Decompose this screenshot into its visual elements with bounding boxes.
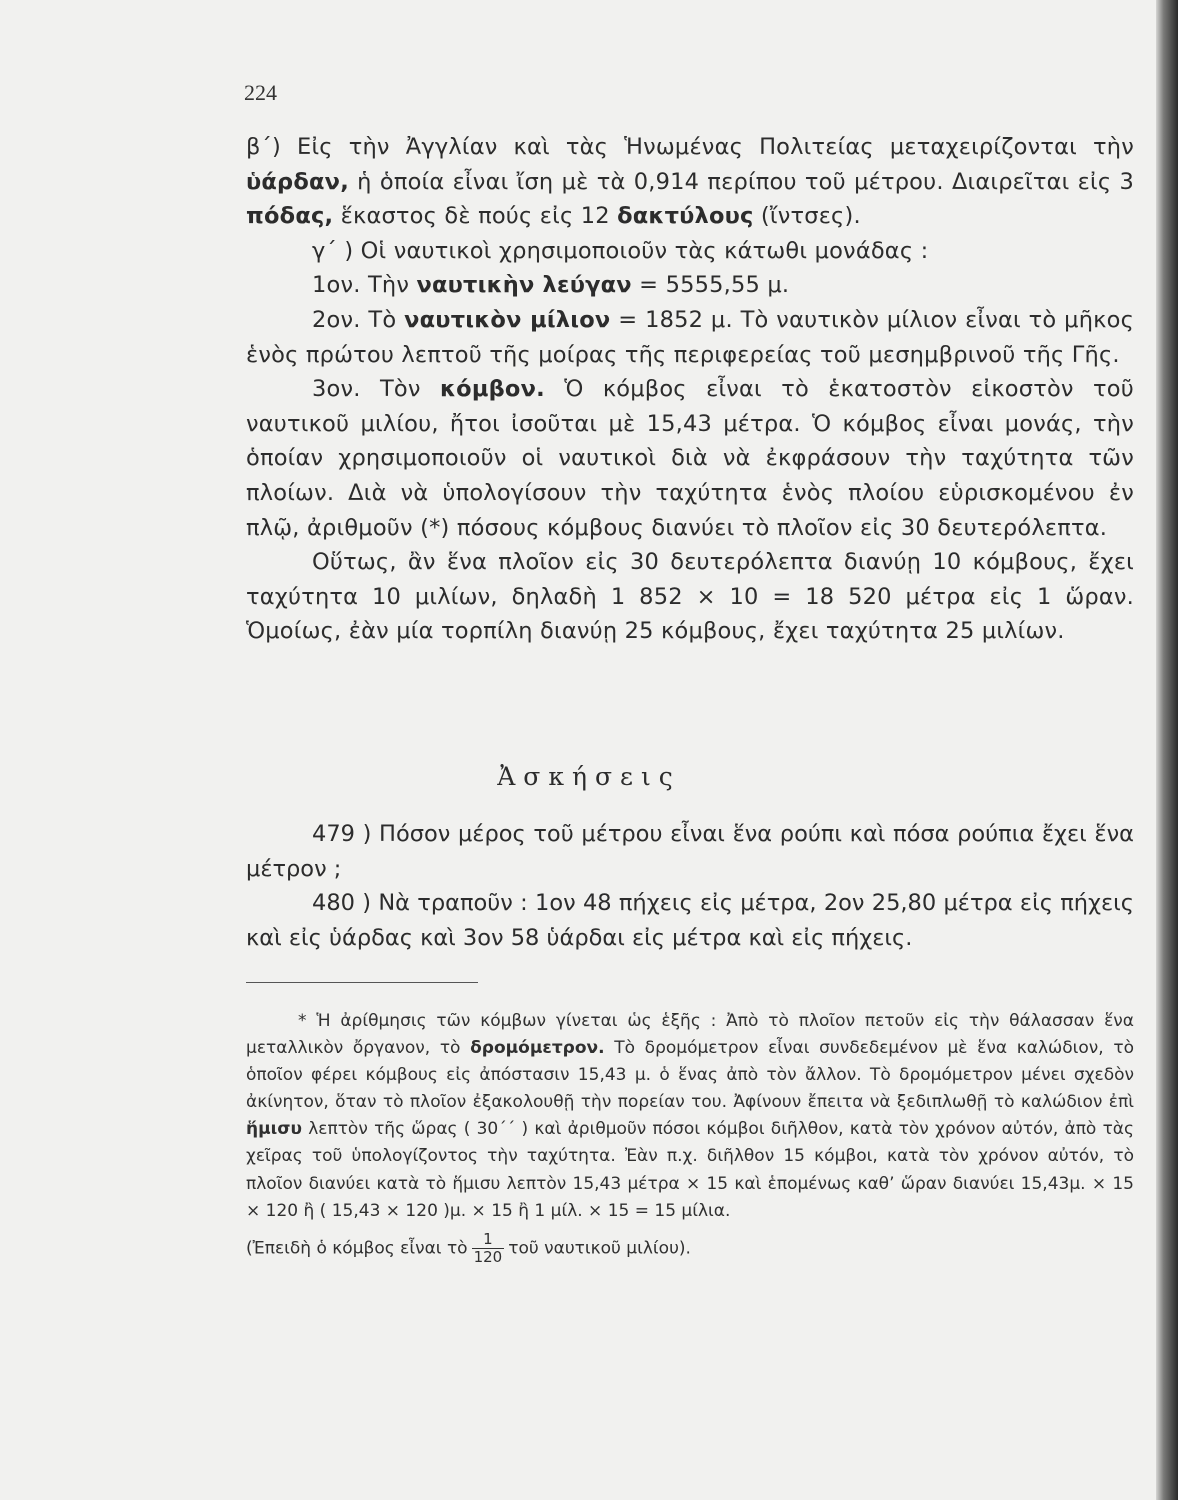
page-edge-shadow <box>1156 0 1178 1500</box>
text-run: ἡ ὁποία εἶναι ἴση μὲ τὰ 0,914 περίπου τοῦ μέτρου. Διαιρεῖται εἰς 3 <box>348 168 1134 195</box>
exercise-480: 480 ) Νὰ τραποῦν : 1ον 48 πήχεις εἰς μέτρα, 2ον 25,80 μέτρα εἰς πήχεις καὶ εἰς ὑάρδας καὶ 3ον 58 ὑάρδαι εἰς μέτρα καὶ εἰς πήχεις. <box>246 890 1134 951</box>
text-run: = 1852 μ. Τὸ ναυτικὸν μίλιον εἶναι τὸ μῆκος ἑνὸς πρώτου λεπτοῦ τῆς μοίρας τῆς περιφερείας τοῦ μεσημβρινοῦ τῆς Γῆς. <box>246 306 1134 368</box>
paragraph-knot <box>246 372 1134 545</box>
text-run: 2ον. Τὸ <box>312 306 405 333</box>
fraction-one-120 <box>472 1231 505 1266</box>
keyword-knot: κόμβον. <box>440 376 545 403</box>
text-run: 1ον. Τὴν <box>312 272 417 299</box>
paragraph-beta <box>246 130 1134 234</box>
keyword-yard: ὑάρδαν, <box>246 168 349 195</box>
text-run: = 5555,55 μ. <box>631 272 790 299</box>
page-number: 224 <box>244 80 277 105</box>
paragraph-example: Οὕτως, ἂν ἕνα πλοῖον εἰς 30 δευτερόλεπτα διανύῃ 10 κόμβους, ἔχει ταχύτητα 10 μιλίων, δηλαδὴ 1 852 × 10 = 18 520 μέτρα εἰς 1 ὥραν. Ὁμοίως, ἐὰν μία τορπίλη διανύῃ 25 κόμβους, ἔχει ταχύτητα 25 μιλίων. <box>246 549 1134 645</box>
keyword-half: ἥμισυ <box>246 1119 302 1140</box>
text-run: β΄) Εἰς τὴν Ἀγγλίαν καὶ τὰς Ἡνωμένας Πολιτείας μεταχειρίζονται τὴν <box>246 134 1134 160</box>
text-run: * Ἡ ἀρίθμησις τῶν κόμβων γίνεται ὡς ἑξῆς : Ἀπὸ τὸ πλοῖον πετοῦν εἰς τὴν θάλασσαν ἕνα μεταλλικὸν ὄργανον, τὸ <box>246 1011 1134 1059</box>
exercises-list <box>246 817 1134 955</box>
keyword-feet: πόδας, <box>246 203 334 230</box>
paragraph-league <box>246 268 1134 303</box>
footnote-paragraph <box>246 1008 1134 1225</box>
text-run: τοῦ ναυτικοῦ μιλίου). <box>508 1238 691 1259</box>
main-text <box>246 130 1134 649</box>
fraction-numerator: 1 <box>472 1231 505 1249</box>
text-run: (Ἐπειδὴ ὁ κόμβος εἶναι τὸ <box>246 1238 468 1259</box>
footnote-last-line <box>246 1231 1134 1266</box>
fraction-denominator: 120 <box>473 1247 503 1266</box>
footnote-divider <box>246 982 478 983</box>
text-run: 3ον. Τὸν <box>312 376 440 403</box>
paragraph-gamma: γ΄ ) Οἱ ναυτικοὶ χρησιμοποιοῦν τὰς κάτωθι μονάδας : <box>312 237 929 264</box>
keyword-log-meter: δρομόμετρον. <box>470 1038 605 1059</box>
text-run: λεπτὸν τῆς ὥρας ( 30΄΄ ) καὶ ἀριθμοῦν πόσοι κόμβοι διῆλθον, κατὰ τὸν χρόνον αὐτόν, ἀπὸ τὰς χεῖρας τοῦ ὑπολογίζοντος τὴν ταχύτητα. Ἐὰν π.χ. διῆλθον 15 κόμβοι, κατὰ τὸν χρόνον αὐτόν, τὸ πλοῖον διανύει κατὰ τὸ ἥμισυ λεπτὸν 15,43 μέτρα × 15 καὶ ἑπομένως καθ’ ὥραν διανύει 15,43μ. × 15 × 120 ἢ ( 15,43 × 120 )μ. × 15 ἢ 1 μίλ. × 15 = 15 μίλια. <box>246 1119 1134 1221</box>
text-run: Ὁ κόμβος εἶναι τὸ ἑκατοστὸν εἰκοστὸν τοῦ ναυτικοῦ μιλίου, ἤτοι ἰσοῦται μὲ 15,43 μέτρα. Ὁ κόμβος εἶναι μονάς, τὴν ὁποίαν χρησιμοποιοῦν οἱ ναυτικοὶ διὰ νὰ ἐκφράσουν τὴν ταχύτητα τῶν πλοίων. Διὰ νὰ ὑπολογίσουν τὴν ταχύτητα ἑνὸς πλοίου εὑρισκομένου ἐν πλῷ, ἀριθμοῦν (*) πόσους κόμβους διανύει τὸ πλοῖον εἰς 30 δευτερόλεπτα. <box>246 376 1134 541</box>
keyword-nautical-league: ναυτικὴν λεύγαν <box>416 272 632 299</box>
text-run: ἕκαστος δὲ πούς εἰς 12 <box>333 203 618 230</box>
text-run: (ἴντσες). <box>753 203 861 230</box>
paragraph-mile <box>246 303 1134 372</box>
keyword-nautical-mile: ναυτικὸν μίλιον <box>404 306 611 333</box>
text-run: Τὸ δρομόμετρον εἶναι συνδεδεμένον μὲ ἕνα καλώδιον, τὸ ὁποῖον φέρει κόμβους εἰς ἀπόστασιν 15,43 μ. ὁ ἕνας ἀπὸ τὸν ἄλλον. Τὸ δρομόμετρον μένει σχεδὸν ἀκίνητον, ὅταν τὸ πλοῖον ἐξακολουθῇ τὴν πορείαν του. Ἀφίνουν ἔπειτα νὰ ξεδιπλωθῇ τὸ καλώδιον ἐπὶ <box>246 1038 1134 1113</box>
keyword-inches: δακτύλους <box>617 203 754 230</box>
section-title: Ἀσκήσεις <box>497 762 681 791</box>
exercise-479: 479 ) Πόσον μέρος τοῦ μέτρου εἶναι ἕνα ρούπι καὶ πόσα ρούπια ἔχει ἕνα μέτρον ; <box>246 821 1134 882</box>
footnote <box>246 1008 1134 1266</box>
